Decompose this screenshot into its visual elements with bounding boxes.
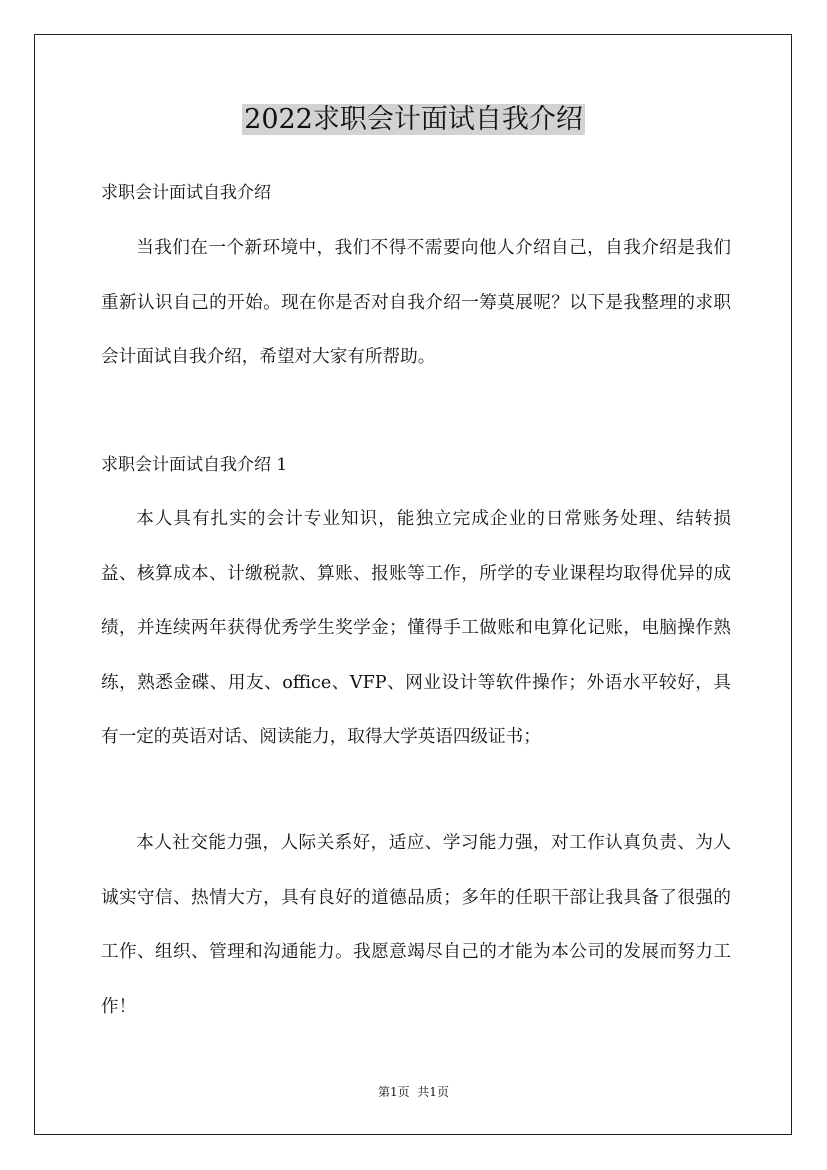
document-title-text: 2022求职会计面试自我介绍 <box>244 104 583 135</box>
document-title <box>0 100 827 140</box>
section1-paragraph-2: 本人社交能力强，人际关系好，适应、学习能力强，对工作认真负责、为人诚实守信、热情大方，具有良好的道德品质；多年的任职干部让我具备了很强的工作、组织、管理和沟通能力。我愿意竭尽自己的才能为本公司的发展而努力工作！ <box>101 833 731 1017</box>
intro-heading: 求职会计面试自我介绍 <box>101 183 271 203</box>
section1-paragraph-1: 本人具有扎实的会计专业知识，能独立完成企业的日常账务处理、结转损益、核算成本、计缴税款、算账、报账等工作，所学的专业课程均取得优异的成绩，并连续两年获得优秀学生奖学金；懂得手工做账和电算化记账，电脑操作熟练，熟悉金碟、用友、office、VFP、网业设计等软件操作；外语水平较好，具有一定的英语对话、阅读能力，取得大学英语四级证书； <box>101 509 731 747</box>
section1-heading: 求职会计面试自我介绍 1 <box>101 455 288 475</box>
page-number-footer: 第1页 共1页 <box>378 1085 449 1099</box>
intro-paragraph: 当我们在一个新环境中，我们不得不需要向他人介绍自己，自我介绍是我们重新认识自己的开始。现在你是否对自我介绍一筹莫展呢？以下是我整理的求职会计面试自我介绍，希望对大家有所帮助。 <box>101 238 731 367</box>
